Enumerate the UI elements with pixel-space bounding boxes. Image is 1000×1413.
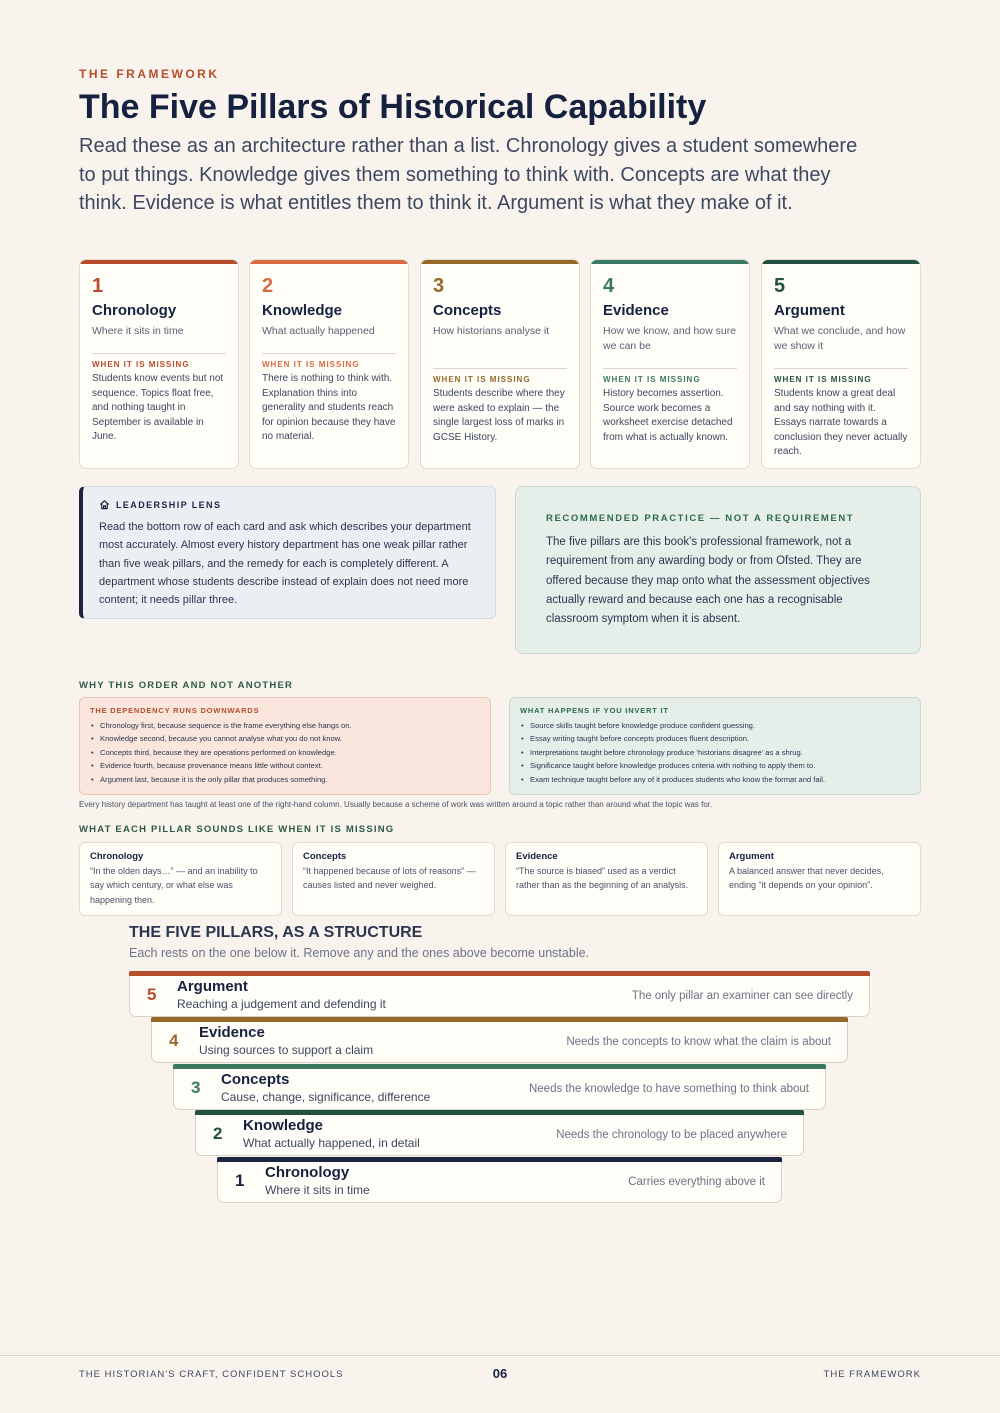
missing-label: WHEN IT IS MISSING bbox=[262, 360, 360, 369]
tier-name: Knowledge bbox=[243, 1117, 324, 1134]
pillar-card-chronology bbox=[79, 259, 239, 469]
leadership-lens-callout bbox=[79, 486, 496, 619]
missing-text: History becomes assertion. Source work becomes a worksheet exercise detached from what is actually known. bbox=[603, 388, 733, 443]
tier-evidence bbox=[151, 1022, 848, 1063]
pillar-card-argument bbox=[761, 259, 921, 469]
pillar-card-evidence bbox=[590, 259, 750, 469]
quote-card-argument bbox=[718, 842, 921, 916]
list-item: • Essay writing taught before concepts produces fluent description. bbox=[520, 732, 910, 745]
tier-bar bbox=[129, 971, 870, 976]
card-accent-bar bbox=[762, 260, 920, 264]
list-item: • Source skills taught before knowledge produce confident guessing. bbox=[520, 719, 910, 732]
missing-label: WHEN IT IS MISSING bbox=[92, 360, 190, 369]
pillar-number: 3 bbox=[433, 275, 445, 297]
card-accent-bar bbox=[80, 260, 238, 264]
pillar-subtitle: How we know, and how sure we can be bbox=[603, 325, 737, 352]
tier-concepts bbox=[173, 1069, 826, 1110]
structure-subtitle: Each rests on the one below it. Remove any and the ones above become unstable. bbox=[129, 946, 590, 960]
tier-name: Argument bbox=[177, 978, 248, 995]
tier-note: Carries everything above it bbox=[628, 1176, 765, 1188]
divider bbox=[92, 353, 226, 354]
invert-box bbox=[509, 697, 921, 795]
lens-heading: LEADERSHIP LENS bbox=[116, 499, 222, 510]
pillar-name: Chronology bbox=[92, 302, 177, 319]
tier-number: 5 bbox=[147, 985, 157, 1004]
missing-label: WHEN IT IS MISSING bbox=[433, 375, 531, 384]
quote-text: A balanced answer that never decides, ending “it depends on your opinion”. bbox=[729, 866, 884, 891]
invert-list bbox=[520, 719, 910, 786]
house-icon bbox=[99, 499, 110, 510]
eyebrow: THE FRAMEWORK bbox=[79, 67, 220, 81]
tier-subtitle: Cause, change, significance, difference bbox=[221, 1090, 431, 1104]
quote-text: “The source is biased” used as a verdict rather than as the beginning of an analysis. bbox=[516, 866, 689, 891]
pillar-name: Evidence bbox=[603, 302, 669, 319]
card-accent-bar bbox=[591, 260, 749, 264]
tier-name: Evidence bbox=[199, 1024, 265, 1041]
divider bbox=[262, 353, 396, 354]
practice-heading: RECOMMENDED PRACTICE — NOT A REQUIREMENT bbox=[546, 513, 855, 524]
dependency-box bbox=[79, 697, 491, 795]
tier-bar bbox=[217, 1157, 782, 1162]
tier-bar bbox=[173, 1064, 826, 1069]
structure-title: THE FIVE PILLARS, AS A STRUCTURE bbox=[129, 924, 423, 941]
pillar-number: 1 bbox=[92, 275, 104, 297]
divider bbox=[433, 368, 567, 369]
quote-pillar: Chronology bbox=[90, 851, 144, 862]
pillar-number: 5 bbox=[774, 275, 786, 297]
quote-pillar: Argument bbox=[729, 851, 774, 862]
tier-bar bbox=[151, 1017, 848, 1022]
tier-subtitle: Where it sits in time bbox=[265, 1183, 370, 1197]
tier-subtitle: Using sources to support a claim bbox=[199, 1043, 374, 1057]
order-section-heading: WHY THIS ORDER AND NOT ANOTHER bbox=[79, 680, 294, 691]
pillar-number: 2 bbox=[262, 275, 274, 297]
list-item: • Argument last, because it is the only pillar that produces something. bbox=[90, 773, 480, 786]
dependency-heading: THE DEPENDENCY RUNS DOWNWARDS bbox=[90, 706, 260, 715]
missing-text: Students know a great deal and say nothing with it. Essays narrate towards a conclusion they never actually reach. bbox=[774, 388, 908, 457]
page-title: The Five Pillars of Historical Capability bbox=[79, 88, 707, 126]
list-item: • Knowledge second, because you cannot analyse what you do not know. bbox=[90, 732, 480, 745]
tier-bar bbox=[195, 1110, 804, 1115]
pillar-card-concepts bbox=[420, 259, 580, 469]
quote-card-evidence bbox=[505, 842, 708, 916]
pillar-subtitle: What actually happened bbox=[262, 325, 375, 337]
quote-pillar: Concepts bbox=[303, 851, 347, 862]
tier-name: Concepts bbox=[221, 1071, 290, 1088]
tier-subtitle: Reaching a judgement and defending it bbox=[177, 997, 386, 1011]
pillar-name: Argument bbox=[774, 302, 845, 319]
tier-note: Needs the chronology to be placed anywhere bbox=[556, 1129, 787, 1141]
pillar-name: Concepts bbox=[433, 302, 502, 319]
missing-label: WHEN IT IS MISSING bbox=[603, 375, 701, 384]
page-number: 06 bbox=[492, 1366, 508, 1381]
tier-number: 2 bbox=[213, 1124, 223, 1143]
quote-pillar: Evidence bbox=[516, 851, 558, 862]
recommended-practice-callout bbox=[515, 486, 921, 654]
dependency-list bbox=[90, 719, 480, 786]
tier-note: The only pillar an examiner can see directly bbox=[631, 990, 853, 1002]
tier-argument bbox=[129, 976, 870, 1017]
pillar-subtitle: Where it sits in time bbox=[92, 325, 184, 337]
tier-name: Chronology bbox=[265, 1164, 350, 1181]
invert-heading: WHAT HAPPENS IF YOU INVERT IT bbox=[520, 706, 669, 715]
lens-text: Read the bottom row of each card and ask which describes your department most accurately. Almost every history department has one weak pillar rather than five weak pillars, and the remedy for each is completely different. A department whose students describe instead of explain does not need more content; it needs pillar three. bbox=[99, 521, 471, 607]
missing-text: Students know events but not sequence. Topics float free, and nothing taught in September is available in June. bbox=[92, 373, 224, 442]
tier-note: Needs the concepts to know what the claim is about bbox=[566, 1036, 831, 1048]
card-accent-bar bbox=[250, 260, 408, 264]
tier-number: 4 bbox=[169, 1031, 179, 1050]
divider bbox=[774, 368, 908, 369]
pillar-subtitle: What we conclude, and how we show it bbox=[774, 325, 906, 352]
list-item: • Interpretations taught before chronology produce ‘historians disagree’ as a shrug. bbox=[520, 746, 910, 759]
tier-note: Needs the knowledge to have something to think about bbox=[528, 1083, 809, 1095]
list-item: • Significance taught before knowledge produces criteria with nothing to apply them to. bbox=[520, 759, 910, 772]
list-item: • Evidence fourth, because provenance means little without context. bbox=[90, 759, 480, 772]
tier-number: 3 bbox=[191, 1078, 201, 1097]
list-item: • Exam technique taught before any of it produces students who know the format and fail. bbox=[520, 773, 910, 786]
card-accent-bar bbox=[421, 260, 579, 264]
lens-heading-row bbox=[99, 499, 479, 510]
pillar-subtitle: How historians analyse it bbox=[433, 325, 550, 337]
quote-text: “In the olden days…” — and an inability to say which century, or what else was happening then. bbox=[90, 866, 258, 905]
tier-number: 1 bbox=[235, 1171, 245, 1190]
missing-text: Students describe where they were asked to explain — the single largest loss of marks in GCSE History. bbox=[433, 388, 565, 443]
list-item: • Chronology first, because sequence is the frame everything else hangs on. bbox=[90, 719, 480, 732]
divider bbox=[603, 368, 737, 369]
order-note: Every history department has taught at least one of the right-hand column. Usually because a scheme of work was written around a topic rather than around what the topic was for. bbox=[79, 800, 713, 809]
tier-chronology bbox=[217, 1162, 782, 1203]
pillar-card-knowledge bbox=[249, 259, 409, 469]
sounds-section-heading: WHAT EACH PILLAR SOUNDS LIKE WHEN IT IS MISSING bbox=[79, 824, 395, 835]
quote-card-chronology bbox=[79, 842, 282, 916]
footer-book-title: THE HISTORIAN’S CRAFT, CONFIDENT SCHOOLS bbox=[79, 1369, 344, 1380]
missing-text: There is nothing to think with. Explanation thins into generality and students reach for opinion because they have no material. bbox=[262, 373, 396, 442]
footer-section: THE FRAMEWORK bbox=[823, 1369, 921, 1380]
footer-rule bbox=[0, 1355, 1000, 1356]
tier-subtitle: What actually happened, in detail bbox=[243, 1136, 420, 1150]
practice-text: The five pillars are this book's professional framework, not a requirement from any awarding body or from Ofsted. They are offered because they map onto what the assessment objectives actually reward and because each one has a recognisable classroom symptom when it is absent. bbox=[546, 536, 870, 626]
lead-paragraph: Read these as an architecture rather than a list. Chronology gives a student somewhere to put things. Knowledge gives them something to think with. Concepts are what they think. Evidence is what entitles them to think it. Argument is what they make of it. bbox=[79, 135, 858, 214]
list-item: • Concepts third, because they are operations performed on knowledge. bbox=[90, 746, 480, 759]
tier-knowledge bbox=[195, 1115, 804, 1156]
missing-label: WHEN IT IS MISSING bbox=[774, 375, 872, 384]
quote-text: “It happened because of lots of reasons” — causes listed and never weighed. bbox=[303, 866, 476, 891]
quote-card-concepts bbox=[292, 842, 495, 916]
pillar-number: 4 bbox=[603, 275, 615, 297]
pillar-name: Knowledge bbox=[262, 302, 343, 319]
